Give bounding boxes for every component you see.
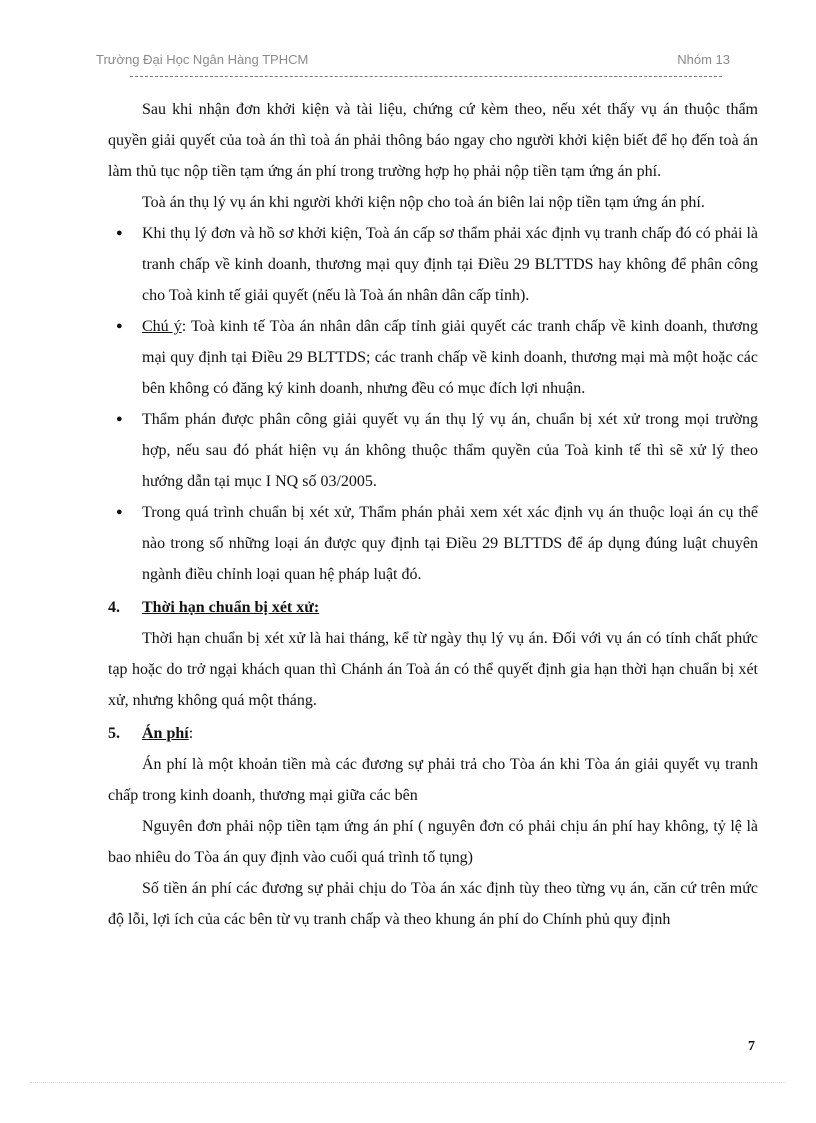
section-title: Án phí	[142, 725, 189, 742]
paragraph-advance-fee: Nguyên đơn phải nộp tiền tạm ứng án phí ( nguyên đơn có phải chịu án phí hay không, tỷ lệ là bao nhiêu do Tòa án quy định vào cuối quá trình tố tụng)	[108, 818, 758, 866]
paragraph-court-fee-definition: Án phí là một khoản tiền mà các đương sự phải trả cho Tòa án khi Tòa án giải quyết vụ tranh chấp trong kinh doanh, thương mại giữa các bên	[108, 756, 758, 804]
list-item	[108, 311, 758, 404]
paragraph-preparation-time: Thời hạn chuẩn bị xét xử là hai tháng, kể từ ngày thụ lý vụ án. Đối với vụ án có tính chất phức tạp hoặc do trở ngại khách quan thì Chánh án Toà án có thể quyết định gia hạn thời hạn chuẩn bị xét xử, nhưng không quá một tháng.	[108, 630, 758, 709]
header-divider	[130, 76, 722, 77]
header-school-name: Trường Đại Học Ngân Hàng TPHCM	[96, 52, 309, 67]
section-title: Thời hạn chuẩn bị xét xử:	[142, 599, 320, 616]
section-title-colon: :	[188, 725, 194, 742]
paragraph-acceptance: Toà án thụ lý vụ án khi người khởi kiện nộp cho toà án biên lai nộp tiền tạm ứng án phí.	[142, 194, 705, 211]
list-item	[108, 218, 758, 311]
section-number: 4.	[108, 599, 120, 616]
paragraph-intro: Sau khi nhận đơn khởi kiện và tài liệu, chứng cứ kèm theo, nếu xét thấy vụ án thuộc thẩm quyền giải quyết của toà án thì toà án phải thông báo ngay cho người khởi kiện biết để họ đến toà án làm thủ tục nộp tiền tạm ứng án phí trong trường hợp họ phải nộp tiền tạm ứng án phí.	[108, 101, 758, 180]
section-heading-5	[108, 718, 758, 749]
footer-divider	[30, 1082, 786, 1083]
list-item	[108, 404, 758, 497]
list-item-text: Thẩm phán được phân công giải quyết vụ án thụ lý vụ án, chuẩn bị xét xử trong mọi trường hợp, nếu sau đó phát hiện vụ án không thuộc thẩm quyền của Toà kinh tế thì sẽ xử lý theo hướng dẫn tại mục I NQ số 03/2005.	[142, 411, 758, 490]
document-body	[108, 94, 758, 935]
list-item-text: Trong quá trình chuẩn bị xét xử, Thẩm phán phải xem xét xác định vụ án thuộc loại án cụ thể nào trong số những loại án được quy định tại Điều 29 BLTTDS để áp dụng đúng luật chuyên ngành điều chỉnh loại quan hệ pháp luật đó.	[142, 504, 758, 583]
bullet-icon: ●	[116, 320, 123, 332]
list-item	[108, 497, 758, 590]
section-heading-4	[108, 592, 758, 623]
bullet-icon: ●	[116, 506, 123, 518]
note-label: Chú ý	[142, 318, 182, 335]
paragraph-fee-amount: Số tiền án phí các đương sự phải chịu do Tòa án xác định tùy theo từng vụ án, căn cứ trên mức độ lỗi, lợi ích của các bên từ vụ tranh chấp và theo khung án phí do Chính phủ quy định	[108, 880, 758, 928]
list-item-text: Khi thụ lý đơn và hồ sơ khởi kiện, Toà án cấp sơ thẩm phải xác định vụ tranh chấp đó có phải là tranh chấp về kinh doanh, thương mại quy định tại Điều 29 BLTTDS hay không để phân công cho Toà kinh tế giải quyết (nếu là Toà án nhân dân cấp tỉnh).	[142, 225, 758, 304]
header-group-label: Nhóm 13	[677, 52, 730, 67]
bullet-icon: ●	[116, 413, 123, 425]
page-header	[96, 52, 736, 72]
page-number: 7	[748, 1039, 755, 1054]
list-item-text: : Toà kinh tế Tòa án nhân dân cấp tỉnh giải quyết các tranh chấp về kinh doanh, thương mại quy định tại Điều 29 BLTTDS; các tranh chấp về kinh doanh, thương mại mà một hoặc các bên không có đăng ký kinh doanh, nhưng đều có mục đích lợi nhuận.	[142, 318, 759, 397]
section-number: 5.	[108, 725, 120, 742]
bullet-icon: ●	[116, 227, 123, 239]
